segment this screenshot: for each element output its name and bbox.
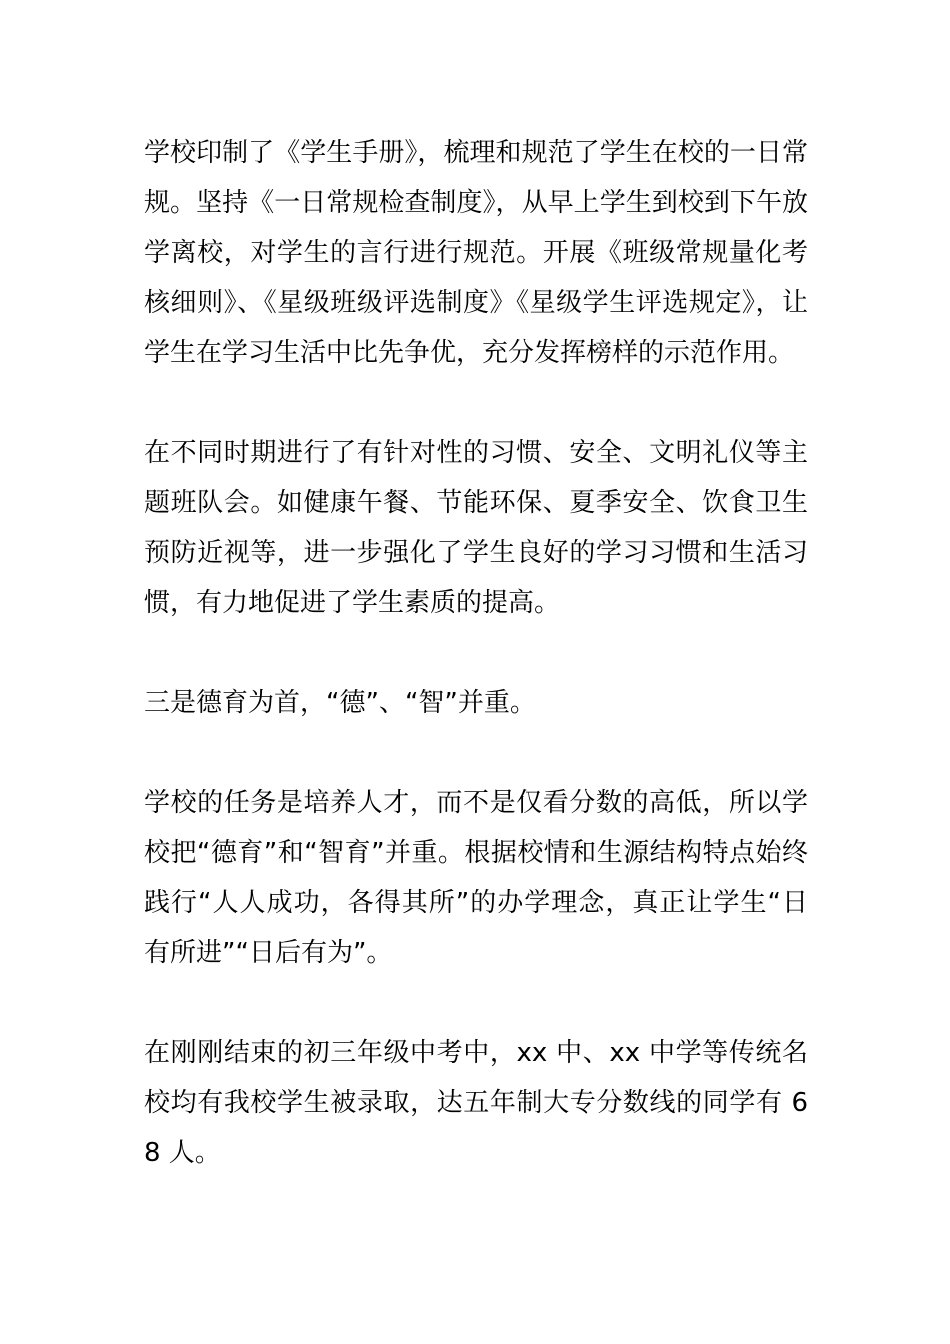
paragraph-school-mission: 学校的任务是培养人才，而不是仅看分数的高低，所以学校把“德育”和“智育”并重。根据校情和生源结构特点始终践行“人人成功，各得其所”的办学理念，真正让学生“日有所进”“日后有为”。 — [144, 788, 808, 968]
paragraph-class-meetings: 在不同时期进行了有针对性的习惯、安全、文明礼仪等主题班队会。如健康午餐、节能环保、夏季安全、饮食卫生预防近视等，进一步强化了学生良好的学习习惯和生活习惯，有力地促进了学生素质的提高。 — [144, 438, 808, 618]
section-heading-moral-education: 三是德育为首，“德”、“智”并重。 — [144, 688, 536, 718]
document-body — [144, 128, 808, 1178]
paragraph-exam-results: 在刚刚结束的初三年级中考中，xx 中、xx 中学等传统名校均有我校学生被录取，达五年制大专分数线的同学有 68 人。 — [144, 1038, 808, 1168]
paragraph-student-handbook: 学校印制了《学生手册》，梳理和规范了学生在校的一日常规。坚持《一日常规检查制度》，从早上学生到校到下午放学离校，对学生的言行进行规范。开展《班级常规量化考核细则》、《星级班级评选制度》《星级学生评选规定》，让学生在学习生活中比先争优，充分发挥榜样的示范作用。 — [144, 138, 808, 368]
